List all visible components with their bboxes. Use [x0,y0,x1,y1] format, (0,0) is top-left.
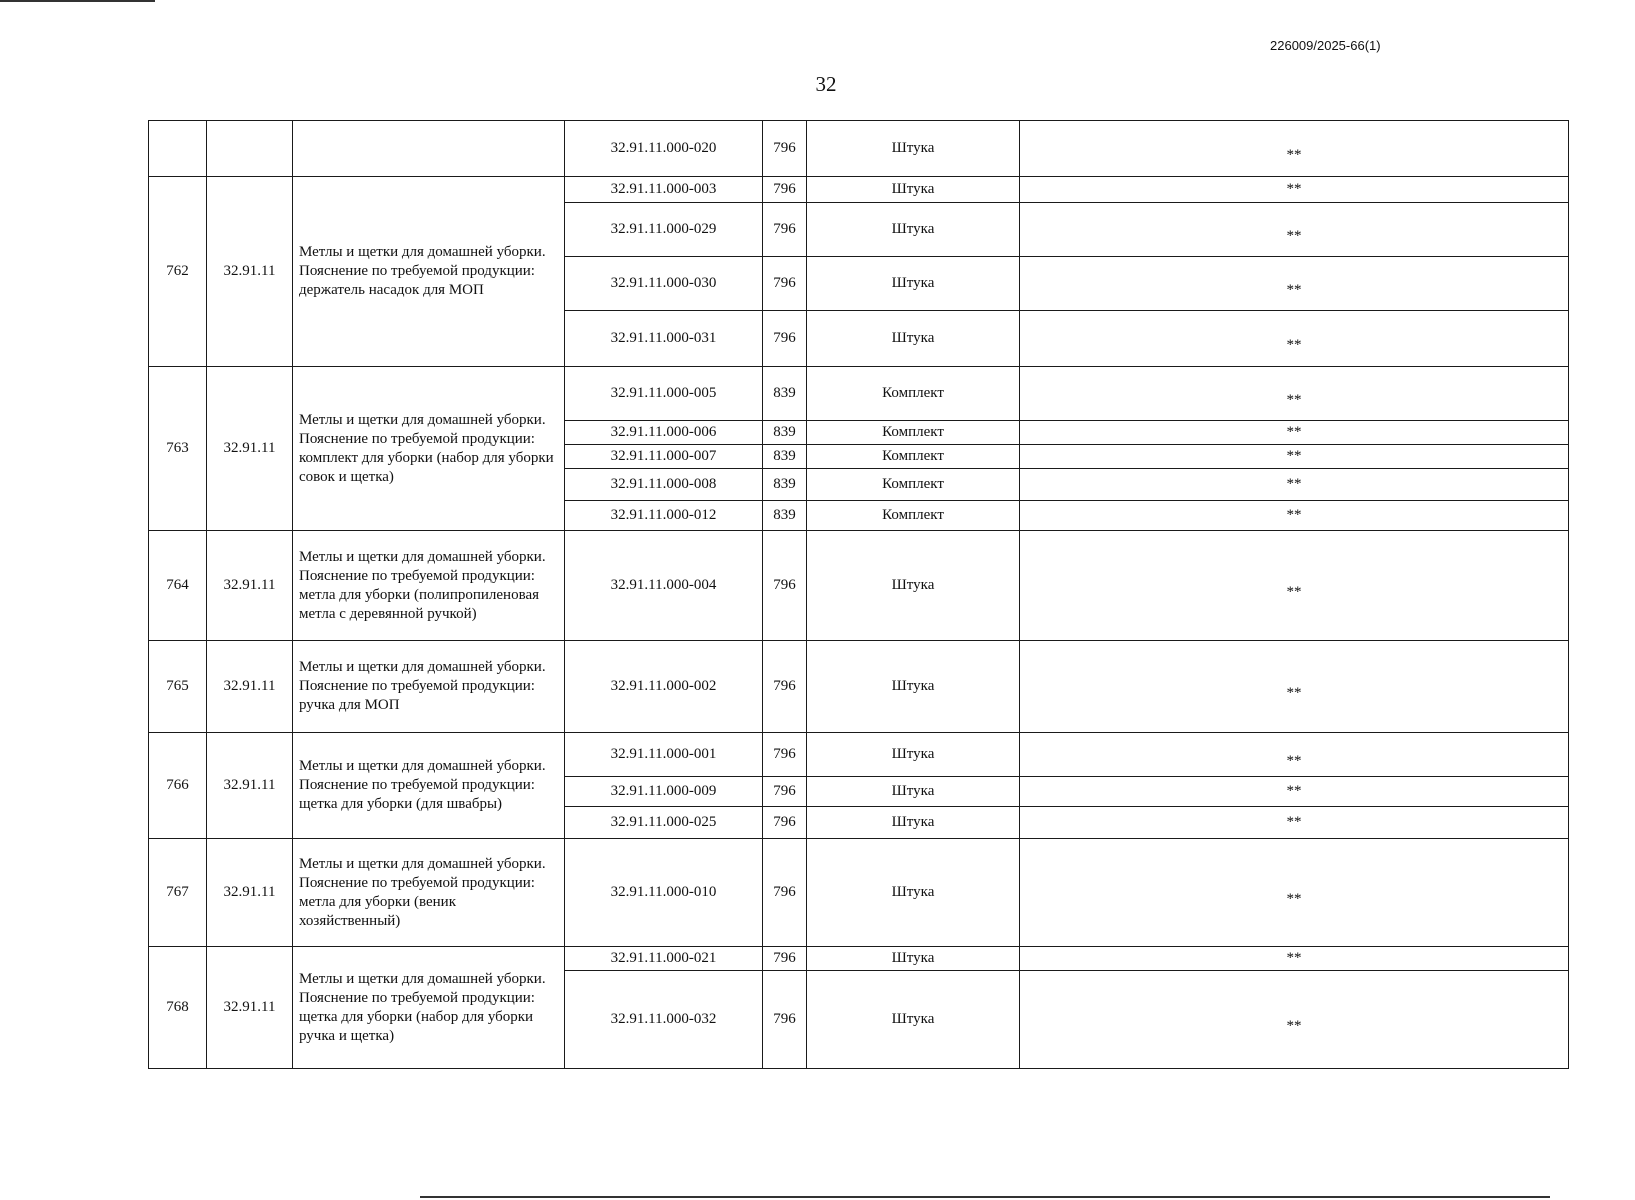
unit-name: Комплект [807,445,1020,469]
okei-code: 839 [763,501,807,531]
okei-code: 796 [763,641,807,733]
okpd-code: 32.91.11 [207,531,293,641]
okei-code: 796 [763,531,807,641]
row-number [149,121,207,177]
table-row [149,839,1569,947]
table-row [149,641,1569,733]
unit-name: Штука [807,257,1020,311]
products-table [148,120,1569,1069]
okpd-code: 32.91.11 [207,947,293,1069]
product-description: Метлы и щетки для домашней уборки. Пояснение по требуемой продукции: метла для уборки (веник хозяйственный) [293,839,565,947]
okei-code: 796 [763,839,807,947]
okei-code: 796 [763,257,807,311]
okei-code: 796 [763,177,807,203]
requirement-mark: ** [1020,203,1569,257]
row-number: 767 [149,839,207,947]
okei-code: 796 [763,121,807,177]
requirement-mark: ** [1020,501,1569,531]
product-description: Метлы и щетки для домашней уборки. Пояснение по требуемой продукции: ручка для МОП [293,641,565,733]
table-row [149,733,1569,777]
document-number: 226009/2025-66(1) [1270,38,1381,53]
table-row [149,531,1569,641]
ktru-code: 32.91.11.000-025 [565,807,763,839]
requirement-mark: ** [1020,445,1569,469]
ktru-code: 32.91.11.000-003 [565,177,763,203]
ktru-code: 32.91.11.000-030 [565,257,763,311]
okei-code: 796 [763,311,807,367]
okpd-code: 32.91.11 [207,839,293,947]
requirement-mark: ** [1020,257,1569,311]
ktru-code: 32.91.11.000-009 [565,777,763,807]
row-number: 764 [149,531,207,641]
table-row [149,947,1569,971]
table-row [149,367,1569,421]
okei-code: 796 [763,733,807,777]
ktru-code: 32.91.11.000-007 [565,445,763,469]
requirement-mark: ** [1020,971,1569,1069]
row-number: 762 [149,177,207,367]
ktru-code: 32.91.11.000-005 [565,367,763,421]
row-number: 768 [149,947,207,1069]
ktru-code: 32.91.11.000-010 [565,839,763,947]
okei-code: 796 [763,777,807,807]
ktru-code: 32.91.11.000-002 [565,641,763,733]
okpd-code [207,121,293,177]
unit-name: Штука [807,777,1020,807]
okpd-code: 32.91.11 [207,367,293,531]
row-number: 765 [149,641,207,733]
unit-name: Штука [807,311,1020,367]
row-number: 766 [149,733,207,839]
unit-name: Штука [807,531,1020,641]
page-number: 32 [815,72,837,96]
okei-code: 839 [763,469,807,501]
requirement-mark: ** [1020,777,1569,807]
requirement-mark: ** [1020,839,1569,947]
ktru-code: 32.91.11.000-029 [565,203,763,257]
table-row [149,121,1569,177]
requirement-mark: ** [1020,641,1569,733]
okpd-code: 32.91.11 [207,177,293,367]
product-description: Метлы и щетки для домашней уборки. Пояснение по требуемой продукции: щетка для уборки (для швабры) [293,733,565,839]
requirement-mark: ** [1020,733,1569,777]
okei-code: 796 [763,807,807,839]
okei-code: 796 [763,971,807,1069]
okpd-code: 32.91.11 [207,733,293,839]
unit-name: Комплект [807,421,1020,445]
scan-bottom-line [420,1196,1550,1198]
scan-edge-line [0,0,155,2]
unit-name: Штука [807,839,1020,947]
ktru-code: 32.91.11.000-032 [565,971,763,1069]
unit-name: Штука [807,947,1020,971]
product-description: Метлы и щетки для домашней уборки. Пояснение по требуемой продукции: щетка для уборки (набор для уборки ручка и щетка) [293,947,565,1069]
requirement-mark: ** [1020,531,1569,641]
unit-name: Штука [807,971,1020,1069]
requirement-mark: ** [1020,807,1569,839]
okei-code: 796 [763,203,807,257]
ktru-code: 32.91.11.000-020 [565,121,763,177]
unit-name: Штука [807,203,1020,257]
row-number: 763 [149,367,207,531]
okei-code: 839 [763,421,807,445]
unit-name: Комплект [807,501,1020,531]
okei-code: 839 [763,445,807,469]
ktru-code: 32.91.11.000-021 [565,947,763,971]
ktru-code: 32.91.11.000-004 [565,531,763,641]
unit-name: Комплект [807,469,1020,501]
unit-name: Комплект [807,367,1020,421]
product-description: Метлы и щетки для домашней уборки. Пояснение по требуемой продукции: держатель насадок для МОП [293,177,565,367]
unit-name: Штука [807,807,1020,839]
requirement-mark: ** [1020,367,1569,421]
table-row [149,177,1569,203]
okei-code: 796 [763,947,807,971]
requirement-mark: ** [1020,421,1569,445]
requirement-mark: ** [1020,469,1569,501]
unit-name: Штука [807,121,1020,177]
product-description: Метлы и щетки для домашней уборки. Пояснение по требуемой продукции: комплект для уборки (набор для уборки совок и щетка) [293,367,565,531]
ktru-code: 32.91.11.000-008 [565,469,763,501]
unit-name: Штука [807,641,1020,733]
okei-code: 839 [763,367,807,421]
ktru-code: 32.91.11.000-031 [565,311,763,367]
ktru-code: 32.91.11.000-001 [565,733,763,777]
requirement-mark: ** [1020,311,1569,367]
table-body [149,121,1569,1069]
ktru-code: 32.91.11.000-006 [565,421,763,445]
okpd-code: 32.91.11 [207,641,293,733]
product-description [293,121,565,177]
requirement-mark: ** [1020,121,1569,177]
unit-name: Штука [807,177,1020,203]
requirement-mark: ** [1020,947,1569,971]
ktru-code: 32.91.11.000-012 [565,501,763,531]
product-description: Метлы и щетки для домашней уборки. Пояснение по требуемой продукции: метла для уборки (полипропиленовая метла с деревянной ручкой) [293,531,565,641]
unit-name: Штука [807,733,1020,777]
requirement-mark: ** [1020,177,1569,203]
